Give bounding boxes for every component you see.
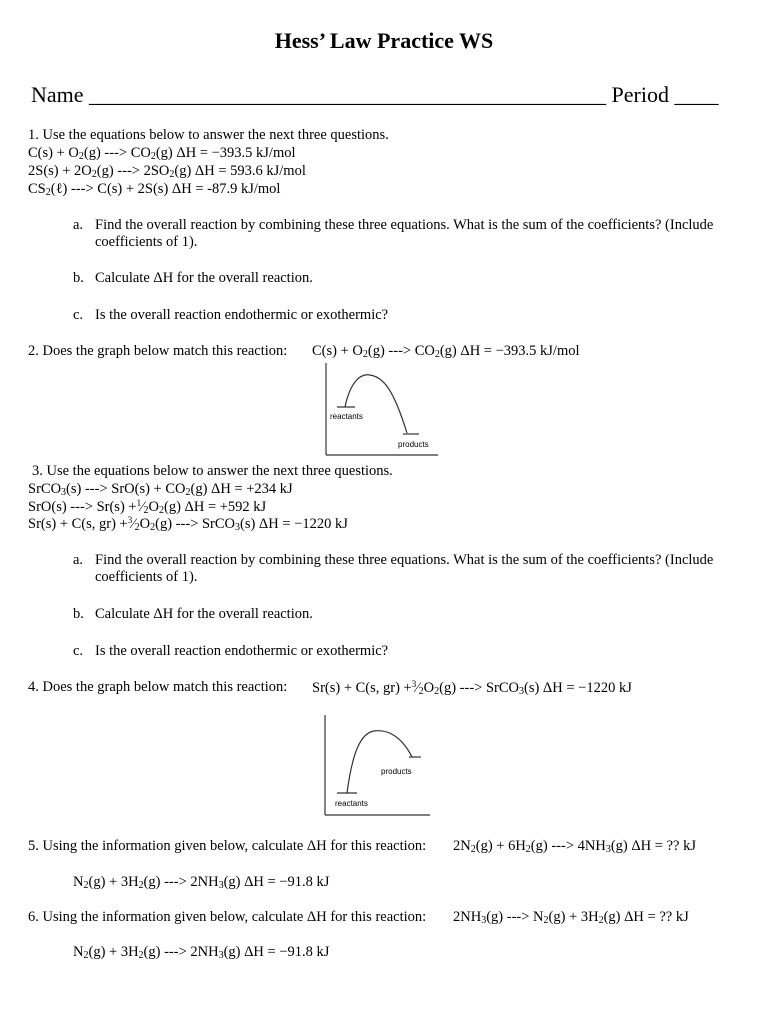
q2-energy-diagram bbox=[325, 363, 440, 458]
q6-given-equation: $N_2(g) + 3H_2(g)$ ---> $2NH_3(g) \Delta H = -91.8$ kJ bbox=[73, 944, 330, 961]
q5-reaction: $2N_2(g) + 6H_2(g)$ ---> $4NH_3(g) \Delta H$ = ?? kJ bbox=[453, 838, 696, 855]
period-field[interactable]: ____ bbox=[674, 82, 719, 107]
name-period-line bbox=[31, 82, 718, 108]
name-field[interactable]: _______________________________________________ bbox=[89, 82, 607, 107]
q5-prompt: 5. Using the information given below, calculate ΔH for this reaction: bbox=[28, 838, 427, 854]
q3-prompt: 3. Use the equations below to answer the next three questions. bbox=[32, 463, 393, 479]
q1c-text: Is the overall reaction endothermic or exothermic? bbox=[95, 307, 389, 323]
q3b-label: b. bbox=[73, 606, 84, 622]
name-label: Name bbox=[31, 82, 84, 107]
q1b-label: b. bbox=[73, 270, 84, 286]
q3a-text: Find the overall reaction by combining these three equations. What is the sum of the coefficients? (Include coefficients of 1). bbox=[95, 552, 714, 585]
q4-prompt: 4. Does the graph below match this reaction: bbox=[28, 679, 288, 695]
q3c-label: c. bbox=[73, 643, 84, 659]
q4-energy-diagram bbox=[324, 715, 432, 817]
q6-prompt: 6. Using the information given below, calculate ΔH for this reaction: bbox=[28, 909, 427, 925]
q3-equation-1: SrCO$_3$(s) ---> $SrO(s) + CO_2(g) \Delta H = +234$ kJ bbox=[28, 481, 293, 498]
q3b-text: Calculate ΔH for the overall reaction. bbox=[95, 606, 313, 622]
q1c-label: c. bbox=[73, 307, 84, 323]
q3-equation-2: SrO(s) ---> $Sr(s) +^1⁄_2O_2(g) \Delta H = +592$ kJ bbox=[28, 498, 267, 516]
page-title: Hess’ Law Practice WS bbox=[274, 28, 494, 53]
q1a-text: Find the overall reaction by combining these three equations. What is the sum of the coefficients? (Include coefficients of 1). bbox=[95, 217, 714, 250]
q3c-text: Is the overall reaction endothermic or exothermic? bbox=[95, 643, 389, 659]
period-label: Period bbox=[611, 82, 669, 107]
q4-reaction: Sr(s) + C(s, $gr) +^3⁄_2O_2(g)$ ---> SrCO$_3$(s) ΔH = −1220 kJ bbox=[312, 679, 632, 697]
q2-products-label: products bbox=[398, 440, 429, 449]
q3-equation-3: Sr(s) + C(s, $gr) +^3⁄_2O_2(g)$ ---> SrCO$_3$(s) ΔH = −1220 kJ bbox=[28, 515, 348, 533]
q2-reaction: $C(s) + O_2(g)$ ---> $CO_2(g) \Delta H = -393.5$ kJ/mol bbox=[312, 343, 580, 360]
q5-given-equation: $N_2(g) + 3H_2(g)$ ---> $2NH_3(g) \Delta H = -91.8$ kJ bbox=[73, 874, 330, 891]
q2-energy-curve bbox=[345, 375, 407, 433]
q4-products-label: products bbox=[381, 767, 412, 776]
q1-prompt: 1. Use the equations below to answer the next three questions. bbox=[28, 127, 389, 143]
q6-reaction: $2NH_3(g)$ ---> $N_2(g) + 3H_2(g) \Delta H$ = ?? kJ bbox=[453, 909, 689, 926]
q1b-text: Calculate ΔH for the overall reaction. bbox=[95, 270, 313, 286]
q2-prompt: 2. Does the graph below match this reaction: bbox=[28, 343, 288, 359]
q3a-label: a. bbox=[73, 552, 84, 568]
q1-equation-2: $2S(s) + 2O_2(g)$ ---> $2SO_2(g) \Delta H = 593.6$ kJ/mol bbox=[28, 163, 306, 180]
q2-reactants-label: reactants bbox=[330, 412, 363, 421]
q1-equation-3: $CS_2(\ell)$ ---> C(s) + 2S(s) ΔH = -87.9 kJ/mol bbox=[28, 181, 281, 198]
q4-energy-curve bbox=[347, 731, 412, 793]
q4-reactants-label: reactants bbox=[335, 799, 368, 808]
q1a-label: a. bbox=[73, 217, 84, 233]
q1-equation-1: $C(s) + O_2(g)$ ---> $CO_2(g) \Delta H = -393.5$ kJ/mol bbox=[28, 145, 296, 162]
